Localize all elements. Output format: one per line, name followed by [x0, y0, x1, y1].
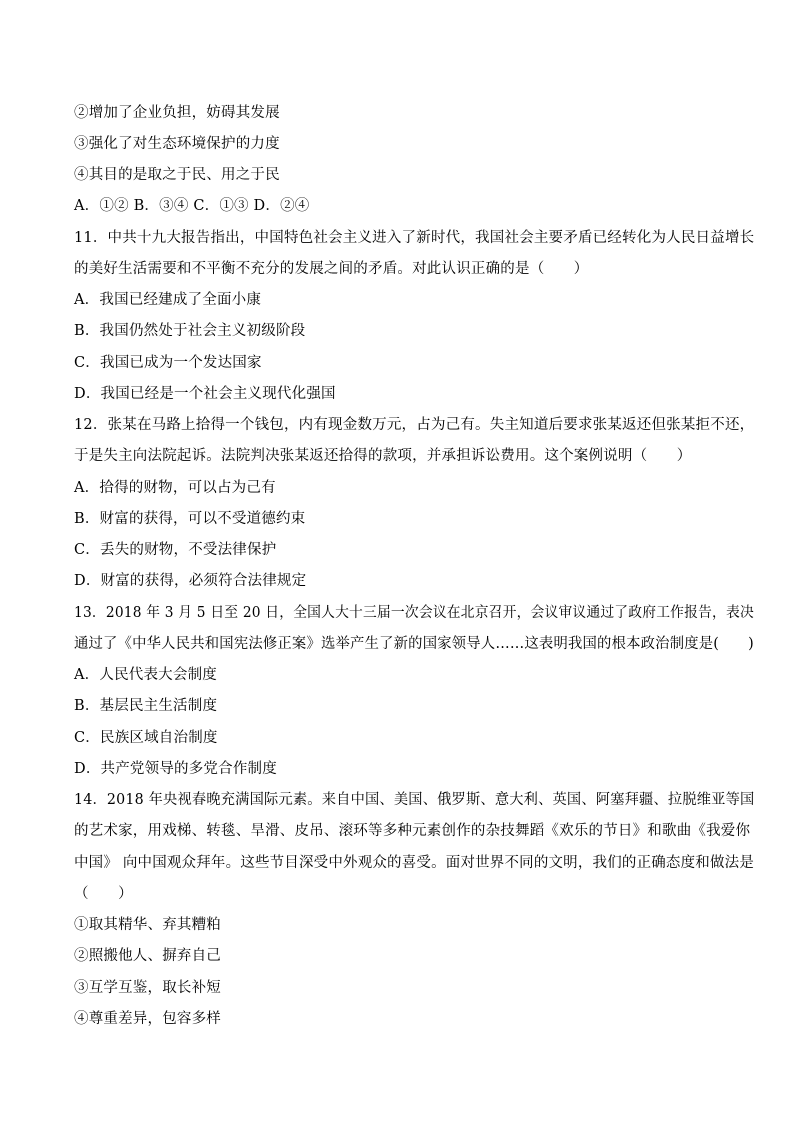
- question-13-option-a: A．人民代表大会制度: [74, 667, 217, 683]
- question-14-text-line2: 的艺术家，用戏梯、转毯、旱滑、皮吊、滚环等多种元素创作的杂技舞蹈《欢乐的节日》和歌曲《我爱你: [74, 823, 751, 839]
- question-12-option-b: B．财富的获得，可以不受道德约束: [74, 511, 306, 527]
- question-11-option-a: A．我国已经建成了全面小康: [74, 292, 262, 308]
- question-11-option-b: B．我国仍然处于社会主义初级阶段: [74, 323, 306, 339]
- question-12-option-d: D．财富的获得，必须符合法律规定: [74, 573, 307, 589]
- question-11-text-line1: 11．中共十九大报告指出，中国特色社会主义进入了新时代，我国社会主要矛盾已经转化为人民日益增长: [74, 230, 755, 246]
- question-11-option-d: D．我国已经是一个社会主义现代化强国: [74, 386, 336, 402]
- question-14-statement-4: ④尊重差异，包容多样: [74, 1011, 221, 1027]
- question-12-text-line1: 12．张某在马路上拾得一个钱包，内有现金数万元，占为己有。失主知道后要求张某返还但张某拒不还，: [74, 417, 755, 433]
- question-14-answer-blank: （ ）: [74, 886, 133, 902]
- question-14-text-line1: 14．2018 年央视春晚充满国际元素。来自中国、美国、俄罗斯、意大利、英国、阿塞拜疆、拉脱维亚等国: [74, 792, 755, 808]
- answer-choices-q10: A．①② B．③④ C．①③ D．②④: [74, 198, 310, 214]
- option-statement-4: ④其目的是取之于民、用之于民: [74, 167, 280, 183]
- question-14-statement-1: ①取其精华、弃其糟粕: [74, 917, 221, 933]
- question-12-text-line2: 于是失主向法院起诉。法院判决张某返还拾得的款项，并承担诉讼费用。这个案例说明（ ）: [74, 448, 692, 464]
- question-11-option-c: C．我国已成为一个发达国家: [74, 355, 262, 371]
- question-13-text-line2: 通过了《中华人民共和国宪法修正案》选举产生了新的国家领导人……这表明我国的根本政治制度是( ): [74, 636, 754, 652]
- question-13-option-b: B．基层民主生活制度: [74, 698, 218, 714]
- question-12-option-a: A．拾得的财物，可以占为己有: [74, 480, 276, 496]
- question-13-option-d: D．共产党领导的多党合作制度: [74, 761, 277, 777]
- question-13-option-c: C．民族区域自治制度: [74, 730, 218, 746]
- question-14-statement-2: ②照搬他人、摒弃自己: [74, 948, 221, 964]
- question-11-text-line2: 的美好生活需要和不平衡不充分的发展之间的矛盾。对此认识正确的是（ ）: [74, 261, 589, 277]
- question-13-text-line1: 13．2018 年 3 月 5 日至 20 日，全国人大十三届一次会议在北京召开，会议审议通过了政府工作报告，表决: [74, 605, 754, 621]
- option-statement-3: ③强化了对生态环境保护的力度: [74, 136, 280, 152]
- question-12-option-c: C．丢失的财物，不受法律保护: [74, 542, 277, 558]
- question-14-statement-3: ③互学互鉴，取长补短: [74, 980, 221, 996]
- option-statement-2: ②增加了企业负担，妨碍其发展: [74, 105, 280, 121]
- question-14-text-line3: 中国》 向中国观众拜年。这些节目深受中外观众的喜受。面对世界不同的文明，我们的正确态度和做法是: [74, 855, 755, 871]
